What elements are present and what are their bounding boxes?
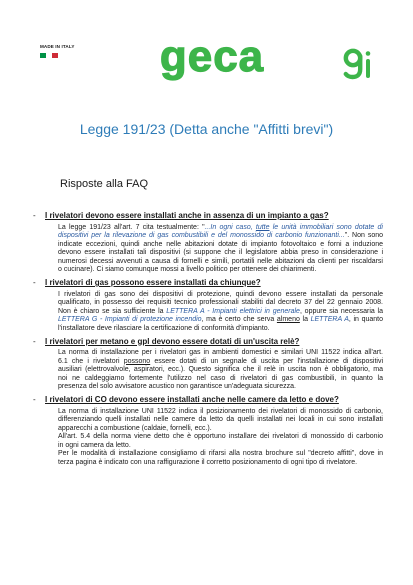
text-segment: Non è chiaro se sia sufficiente la (58, 307, 167, 315)
text-segment: , oppure sia necessaria la (299, 307, 383, 315)
text-segment: La legge 191/23 all'art. 7 cita testualmente: " (58, 223, 205, 231)
text-segment: l'installatore deve rilasciare la certificazione di conformità d'impianto. (58, 324, 270, 332)
text-segment: devono essere installati tali dispositivi (si suppone che il legislatore abbia preso in considerazione i (58, 249, 383, 257)
bullet-dash: - (33, 395, 36, 405)
text-segment: qualificato, in possesso dei requisiti tecnico professionali stabiliti dal decreto 37 del 22 gennaio 2008. (58, 299, 383, 307)
answer-line (58, 241, 383, 250)
text-segment: 6.1 che i rivelatori (58, 357, 124, 365)
answer-line (58, 433, 383, 442)
quoted-text: LETTERA G - Impianti di protezione incendio (58, 316, 202, 324)
bullet-dash: - (33, 336, 36, 346)
faq-question-text: I rivelatori devono essere installati anche in assenza di un impianto a gas? (45, 211, 329, 220)
quoted-text: ...In ogni caso, (204, 223, 256, 231)
answer-line (58, 375, 383, 384)
faq-question-text: I rivelatori per metano e gpl devono essere dotati di un'uscita relè? (45, 336, 300, 346)
faq-answer (58, 291, 383, 334)
text-segment: I rivelatori di gas sono dei dispositivi di protezione, quindi devono essere installati da personale (58, 290, 383, 298)
faq-question (0, 395, 413, 405)
faq-answer (58, 408, 383, 468)
answer-line (58, 224, 383, 233)
geca-logo: geca (159, 32, 265, 81)
monogram-dot (366, 51, 371, 56)
faq-question-text: I rivelatori di gas possono essere installati da chiunque? (45, 278, 261, 288)
answer-line (58, 442, 383, 451)
answer-line (58, 349, 383, 358)
answer-line (58, 308, 383, 317)
geca-group-monogram-icon (342, 44, 376, 82)
text-segment: la (299, 316, 311, 324)
bullet-dash: - (33, 278, 36, 288)
answer-line (58, 358, 383, 367)
faq-item (0, 211, 413, 275)
quoted-text: dispositivi per la rilevazione di gas combustibili e del monossido di carbonio funzionanti... (58, 232, 345, 240)
faq-question (0, 211, 413, 221)
answer-line (58, 383, 383, 392)
faq-question (0, 278, 413, 288)
text-segment: La norma di installazione UNI 11522 indica il posizionamento dei rivelatori di monossido di carbonio, (58, 407, 383, 415)
faq-answer (58, 349, 383, 392)
answer-line (58, 316, 383, 325)
answer-line (58, 266, 383, 275)
answer-line (58, 459, 383, 468)
made-in-italy-label: MADE IN ITALY (40, 44, 75, 49)
text-segment: ". Non sono (344, 232, 383, 240)
text-segment: ausiliari (elettrovalvole, aspiratori, ecc.). Questo significa che il relè in uscita non è obbligatorio, ma (58, 366, 383, 374)
faq-item (0, 337, 413, 392)
text-segment: All'art. 5.4 della norma viene detto che è opportuno installare dei rivelatori di monossido di carbonio (58, 433, 383, 441)
bullet-dash: - (33, 211, 36, 220)
faq-question (0, 337, 413, 347)
answer-line (58, 232, 383, 241)
answer-line (58, 416, 383, 425)
text-segment: presenza del solo avvisatore acustico non garantisce un'adeguata sicurezza. (58, 383, 296, 391)
quoted-text: le unità immobiliari sono dotate di (269, 223, 383, 231)
text-segment: indicate eccezioni, quindi anche nelle abitazioni dotate di impianto fotovoltaico e forni a induzione (58, 240, 383, 248)
answer-line (58, 291, 383, 300)
answer-line (58, 299, 383, 308)
text-segment: noi ne caldeggiamo fortemente l'utilizzo nel caso di rivelatori di gas combustibili, in quanto la (58, 374, 383, 382)
text-segment: in ogni camera da letto. (58, 441, 131, 449)
text-segment: , in quanto (348, 316, 383, 324)
text-segment: Per le modalità di installazione consigliamo di rifarsi alla nostra brochure sul "decreto affitti", dove in (58, 450, 383, 458)
text-segment: La norma di installazione per i rivelatori gas in ambienti domestici e similari UNI 11522 indica all'art. (58, 349, 383, 357)
quoted-text: LETTERA A (310, 316, 349, 324)
faq-item (0, 395, 413, 467)
underlined-text: possono (123, 357, 151, 365)
answer-line (58, 450, 383, 459)
answer-line (58, 366, 383, 375)
underlined-text: almeno (276, 316, 300, 324)
text-segment: , ma è certo che serva (201, 316, 277, 324)
italian-flag-icon (40, 53, 58, 58)
quoted-text: LETTERA A - Impianti elettrici in generale (166, 307, 300, 315)
monogram-stem (366, 59, 370, 78)
text-segment: terza pagina è indicato con una raffigurazione il corretto posizionamento di ogni tipo di rivelatore. (58, 458, 358, 466)
faq-question-text: I rivelatori di CO devono essere installati anche nelle camere da letto e dove? (45, 395, 339, 405)
answer-line (58, 408, 383, 417)
text-segment: numerosi decessi avvenuti a causa di fornelli e simili, portatili nelle abitazioni da clienti per riscaldarsi (58, 257, 383, 265)
text-segment: essere dotati di un segnale di uscita per l'installazione di dispositivi (150, 357, 384, 365)
text-segment: apparecchi a combustione (caldaie, fornelli, ecc.). (58, 424, 212, 432)
underlined-quoted-text: tutte (255, 223, 270, 231)
faq-list (0, 211, 413, 471)
flag-stripe-red (52, 53, 58, 58)
answer-line (58, 425, 383, 434)
faq-item (0, 278, 413, 333)
page-title: Legge 191/23 (Detta anche "Affitti brevi") (79, 121, 334, 137)
faq-answer (58, 224, 383, 275)
section-heading: Risposte alla FAQ (60, 178, 149, 190)
answer-line (58, 325, 383, 334)
text-segment: o cucinare). Ci siamo comunque mossi a livello politico per ottenere dei chiarimenti. (58, 266, 317, 274)
answer-line (58, 258, 383, 267)
text-segment: differenziando quelli installati nelle camere da letto da quelli installati nei locali in cui sono installati (58, 416, 383, 424)
answer-line (58, 249, 383, 258)
